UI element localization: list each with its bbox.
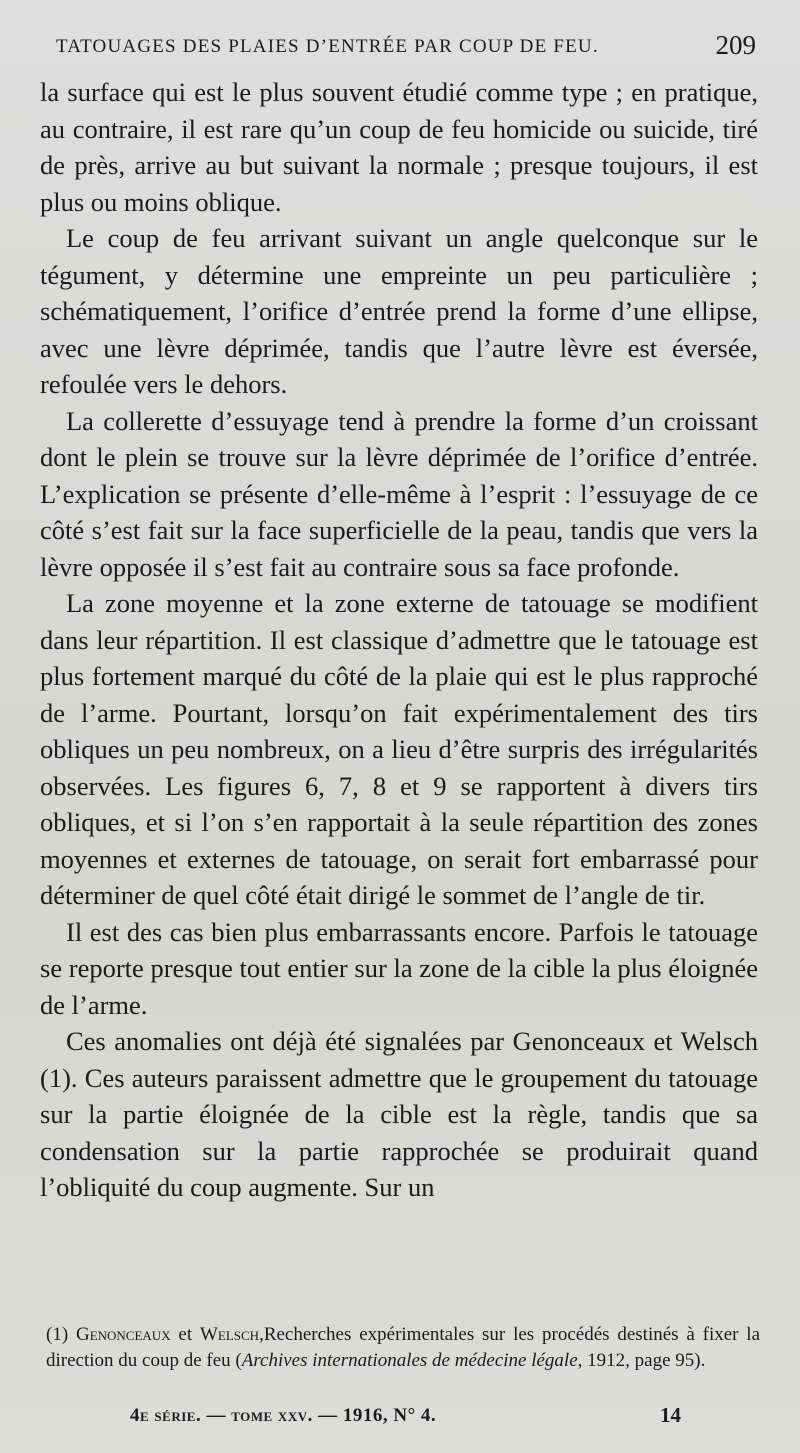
signature-mark: 14 [660,1403,681,1427]
footnote-author: Welsch, [199,1324,264,1345]
footnote [46,1322,760,1374]
series-line [130,1405,436,1427]
running-header [56,30,756,66]
paragraph: Il est des cas bien plus embarrassants encore. Parfois le tatouage se reporte presque tout entier sur la zone de la cible la plus éloignée de l’arme. [40,916,758,1020]
paragraph: Ces anomalies ont déjà été signalées par Genonceaux et Welsch (1). Ces auteurs paraissent admettre que le groupement du tatouage sur la partie éloignée de la cible est la règle, tandis que sa condensation sur la partie rapprochée se produirait quand l’obliquité du coup augmente. Sur un [40,1026,758,1202]
footnote-tail: , 1912, page 95). [577,1350,706,1371]
footnote-author: Genonceaux [75,1324,171,1345]
footnote-marker: (1) [46,1324,69,1345]
paragraph: la surface qui est le plus souvent étudié comme type ; en pratique, au contraire, il est rare qu’un coup de feu homicide ou suicide, tiré de près, arrive au but suivant la normale ; presque toujours, il est plus ou moins oblique. [40,77,758,217]
running-title: TATOUAGES DES PLAIES D’ENTRÉE PAR COUP DE FEU. [56,36,599,57]
paragraph: La zone moyenne et la zone externe de tatouage se modifient dans leur répartition. Il est classique d’admettre que le tatouage est plus fortement marqué du côté de la plaie qui est le plus rapproché de l’arme. Pourtant, lorsqu’on fait expérimentalement des tirs obliques un peu nombreux, on a lieu d’être surpris des irrégularités observées. Les figures 6, 7, 8 et 9 se rapportent à divers tirs obliques, et si l’on s’en rapportait à la seule répartition des zones moyennes et externes de tatouage, on serait fort embarrassé pour déterminer de quel côté était dirigé le sommet de l’angle de tir. [40,588,758,910]
footnote-journal: Archives internationales de médecine légale [241,1350,578,1371]
footnote-conjunction: et [178,1324,193,1345]
paragraph: Le coup de feu arrivant suivant un angle quelconque sur le tégument, y détermine une empreinte un peu particulière ; schématiquement, l’orifice d’entrée prend la forme d’une ellipse, avec une lèvre déprimée, tandis que l’autre lèvre est éversée, refoulée vers le dehors. [40,223,758,399]
footnote-text: Recherches expérimentales sur les procédés destinés à fixer la direction du coup de feu ( [46,1324,761,1371]
body-text [40,74,758,1206]
page-number: 209 [715,30,756,60]
series-text: 4e série. — tome xxv. — 1916, N° 4. [130,1405,437,1426]
paragraph: La collerette d’essuyage tend à prendre la forme d’un croissant dont le plein se trouve sur la lèvre déprimée de l’orifice d’entrée. L’explication se présente d’elle-même à l’esprit : l’essuyage de ce côté s’est fait sur la face superficielle de la peau, tandis que vers la lèvre opposée il s’est fait au contraire sous sa face profonde. [40,405,758,582]
